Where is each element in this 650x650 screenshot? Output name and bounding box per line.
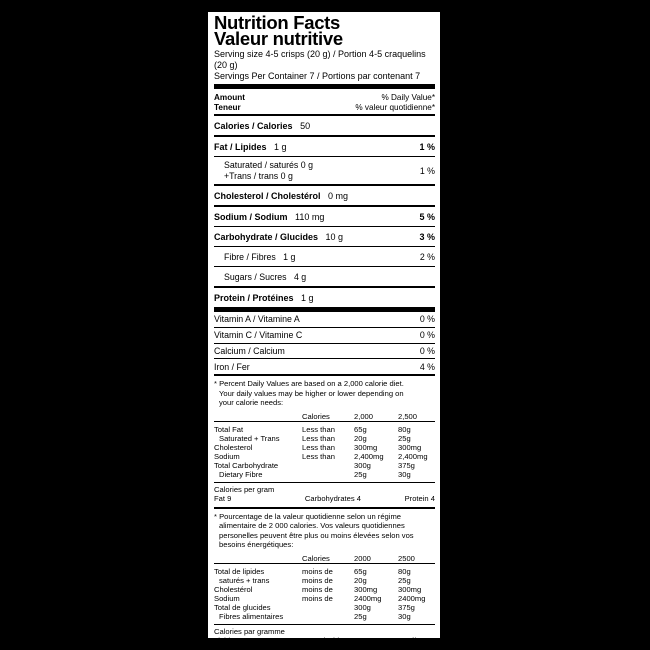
table-cell: 20g xyxy=(354,575,367,585)
table-cell: 65g xyxy=(354,424,367,434)
table-cell: Total Fat xyxy=(214,424,244,434)
cpg-glucides: Glucides 4 xyxy=(317,636,354,646)
table-row xyxy=(214,612,435,621)
cpg-fat: Fat 9 xyxy=(214,494,232,504)
serving-size: Serving size 4-5 crisps (20 g) / Portion 4-5 craquelins (20 g) xyxy=(214,49,426,70)
table-cell: 2400mg xyxy=(398,593,426,603)
table-cell: moins de xyxy=(302,593,333,603)
table-cell: saturés + trans xyxy=(219,575,270,585)
table-cell: 25g xyxy=(398,433,411,443)
table-cell xyxy=(302,612,354,621)
vitamin-pct: 0 % xyxy=(419,330,435,341)
table-cell: 300g xyxy=(354,460,371,470)
table-cell: 25g xyxy=(398,575,411,585)
fat-pct: 1 % xyxy=(419,141,435,152)
footnote-line: personelles peuvent être plus ou moins élevées selon vos xyxy=(219,530,414,540)
sugars-row xyxy=(214,267,435,286)
footnote-french xyxy=(214,512,435,550)
table-cell: 375g xyxy=(398,602,415,612)
sodium-value: 110 mg xyxy=(295,211,325,222)
sugars-label: Sugars / Sucres xyxy=(224,271,287,282)
table-cell: 20g xyxy=(354,433,367,443)
calories-per-gram-english xyxy=(214,494,435,504)
cpg-lipides: Lipides 9 xyxy=(214,636,245,646)
table-cell: 2,500 xyxy=(398,411,418,421)
carbohydrate-pct: 3 % xyxy=(419,231,435,242)
protein-label: Protein / Protéines xyxy=(214,292,294,303)
saturated-label: Saturated / saturés 0 g xyxy=(224,159,313,170)
table-cell: moins de xyxy=(302,566,333,576)
table-cell: 300mg xyxy=(398,442,422,452)
table-cell xyxy=(302,603,354,612)
table-cell: 2400mg xyxy=(354,593,382,603)
calories-per-gram-french xyxy=(214,636,435,646)
table-cell: 2,400mg xyxy=(398,451,428,461)
table-cell: Sodium xyxy=(214,593,240,603)
vitamin-row xyxy=(214,359,435,374)
calories-value: 50 xyxy=(300,120,311,131)
amount-header xyxy=(214,92,435,114)
divider xyxy=(214,482,435,483)
protein-row xyxy=(214,288,435,307)
title-english: Nutrition Facts xyxy=(214,12,341,33)
fibre-row xyxy=(214,247,435,266)
vitamin-pct: 0 % xyxy=(419,345,435,356)
table-cell: Saturated + Trans xyxy=(219,433,280,443)
cholesterol-row xyxy=(214,186,435,205)
table-header-row xyxy=(214,554,435,564)
table-cell: 300g xyxy=(354,602,371,612)
table-cell: Sodium xyxy=(214,451,240,461)
table-cell: 375g xyxy=(398,460,415,470)
cpg-proteines: Protéines 4 xyxy=(396,636,435,646)
fat-label: Fat / Lipides xyxy=(214,141,267,152)
cpg-protein: Protein 4 xyxy=(404,494,435,504)
table-cell: 25g xyxy=(354,611,367,621)
vitamin-row xyxy=(214,344,435,359)
table-cell: 300mg xyxy=(354,584,378,594)
table-cell: 80g xyxy=(398,424,411,434)
table-row xyxy=(214,594,435,603)
footnote-line: besoins énergétiques: xyxy=(219,540,294,550)
table-cell: 25g xyxy=(354,469,367,479)
saturated-row xyxy=(214,157,435,184)
sodium-label: Sodium / Sodium xyxy=(214,211,288,222)
table-row xyxy=(214,461,435,470)
table-row xyxy=(214,434,435,443)
table-cell: 2,000 xyxy=(354,411,374,421)
protein-value: 1 g xyxy=(301,292,314,303)
table-cell: Cholesterol xyxy=(214,442,253,452)
table-cell xyxy=(302,470,354,479)
table-cell: moins de xyxy=(302,584,333,594)
table-cell: 80g xyxy=(398,566,411,576)
table-header-row xyxy=(214,412,435,422)
table-cell: 65g xyxy=(354,566,367,576)
fat-value: 1 g xyxy=(274,141,287,152)
table-cell xyxy=(214,412,302,422)
table-cell: Calories xyxy=(302,553,330,563)
table-cell: 2000 xyxy=(354,553,371,563)
vitamin-pct: 4 % xyxy=(419,361,435,372)
table-cell: Cholestérol xyxy=(214,584,253,594)
table-row xyxy=(214,425,435,434)
divider xyxy=(214,507,435,509)
footnote-line: * Percent Daily Values are based on a 2,000 calorie diet. xyxy=(214,379,404,389)
teneur-label: Teneur xyxy=(214,102,241,112)
sodium-row xyxy=(214,207,435,226)
fibre-value: 1 g xyxy=(283,251,296,262)
footnote-english xyxy=(214,379,435,408)
table-cell: Less than xyxy=(302,433,335,443)
vitamin-label: Vitamin A / Vitamine A xyxy=(214,314,300,325)
amount-label: Amount xyxy=(214,93,245,102)
footnote-line: Your daily values may be higher or lower depending on xyxy=(219,388,404,398)
table-cell: 30g xyxy=(398,469,411,479)
calories-per-gram-title: Calories per gram xyxy=(214,484,275,494)
footnote-line: your calorie needs: xyxy=(219,398,284,408)
vitamin-row xyxy=(214,328,435,343)
carbohydrate-label: Carbohydrate / Glucides xyxy=(214,231,319,242)
table-cell xyxy=(214,554,302,564)
table-row xyxy=(214,567,435,576)
table-cell: Total Carbohydrate xyxy=(214,460,279,470)
table-cell xyxy=(302,461,354,470)
divider xyxy=(214,374,435,376)
table-row xyxy=(214,603,435,612)
saturated-pct: 1 % xyxy=(419,165,435,176)
table-cell: Less than xyxy=(302,451,335,461)
vitamin-label: Iron / Fer xyxy=(214,361,250,372)
table-cell: 30g xyxy=(398,611,411,621)
table-cell: Less than xyxy=(302,424,335,434)
calories-par-gramme-title: Calories par gramme xyxy=(214,626,285,636)
daily-value-table-french xyxy=(214,554,435,621)
table-row xyxy=(214,443,435,452)
vitamin-label: Vitamin C / Vitamine C xyxy=(214,330,303,341)
fibre-label: Fibre / Fibres xyxy=(224,251,276,262)
carbohydrate-row xyxy=(214,227,435,246)
sodium-pct: 5 % xyxy=(419,211,435,222)
table-cell: Total de glucides xyxy=(214,602,271,612)
table-cell: 2500 xyxy=(398,553,415,563)
cholesterol-value: 0 mg xyxy=(328,190,349,201)
table-cell: Total de lipides xyxy=(214,566,265,576)
cpg-carbohydrates: Carbohydrates 4 xyxy=(304,494,362,504)
trans-label: +Trans / trans 0 g xyxy=(224,170,293,181)
daily-value-table-english xyxy=(214,412,435,479)
title-french: Valeur nutritive xyxy=(214,28,343,49)
vitamin-row xyxy=(214,312,435,327)
table-row xyxy=(214,470,435,479)
table-cell: 2,400mg xyxy=(354,451,384,461)
table-row xyxy=(214,576,435,585)
table-cell: 300mg xyxy=(354,442,378,452)
daily-value-label: % Daily Value* xyxy=(381,93,435,102)
table-cell: Less than xyxy=(302,442,335,452)
table-row xyxy=(214,585,435,594)
footnote-line: alimentaire de 2 000 calories. Vos valeurs quotidiennes xyxy=(219,521,405,531)
vitamin-label: Calcium / Calcium xyxy=(214,345,285,356)
divider xyxy=(214,624,435,625)
table-cell: Calories xyxy=(302,411,330,421)
calories-label: Calories / Calories xyxy=(214,120,293,131)
fat-row xyxy=(214,137,435,156)
table-cell: moins de xyxy=(302,575,333,585)
footnote-line: * Pourcentage de la valeur quotidienne selon un régime xyxy=(214,511,402,521)
table-cell: Dietary Fibre xyxy=(219,469,263,479)
table-row xyxy=(214,452,435,461)
valeur-quotidienne-label: % valeur quotidienne* xyxy=(355,102,435,112)
carbohydrate-value: 10 g xyxy=(325,231,344,242)
calories-row xyxy=(214,116,435,135)
servings-per-container: Servings Per Container 7 / Portions par contenant 7 xyxy=(214,71,421,81)
cholesterol-label: Cholesterol / Cholestérol xyxy=(214,190,321,201)
table-cell: Fibres alimentaires xyxy=(219,611,284,621)
divider-thick xyxy=(214,84,435,89)
sugars-value: 4 g xyxy=(293,271,307,282)
table-cell: 300mg xyxy=(398,584,422,594)
vitamin-pct: 0 % xyxy=(419,314,435,325)
fibre-pct: 2 % xyxy=(419,251,435,262)
nutrition-facts-label xyxy=(208,12,440,646)
